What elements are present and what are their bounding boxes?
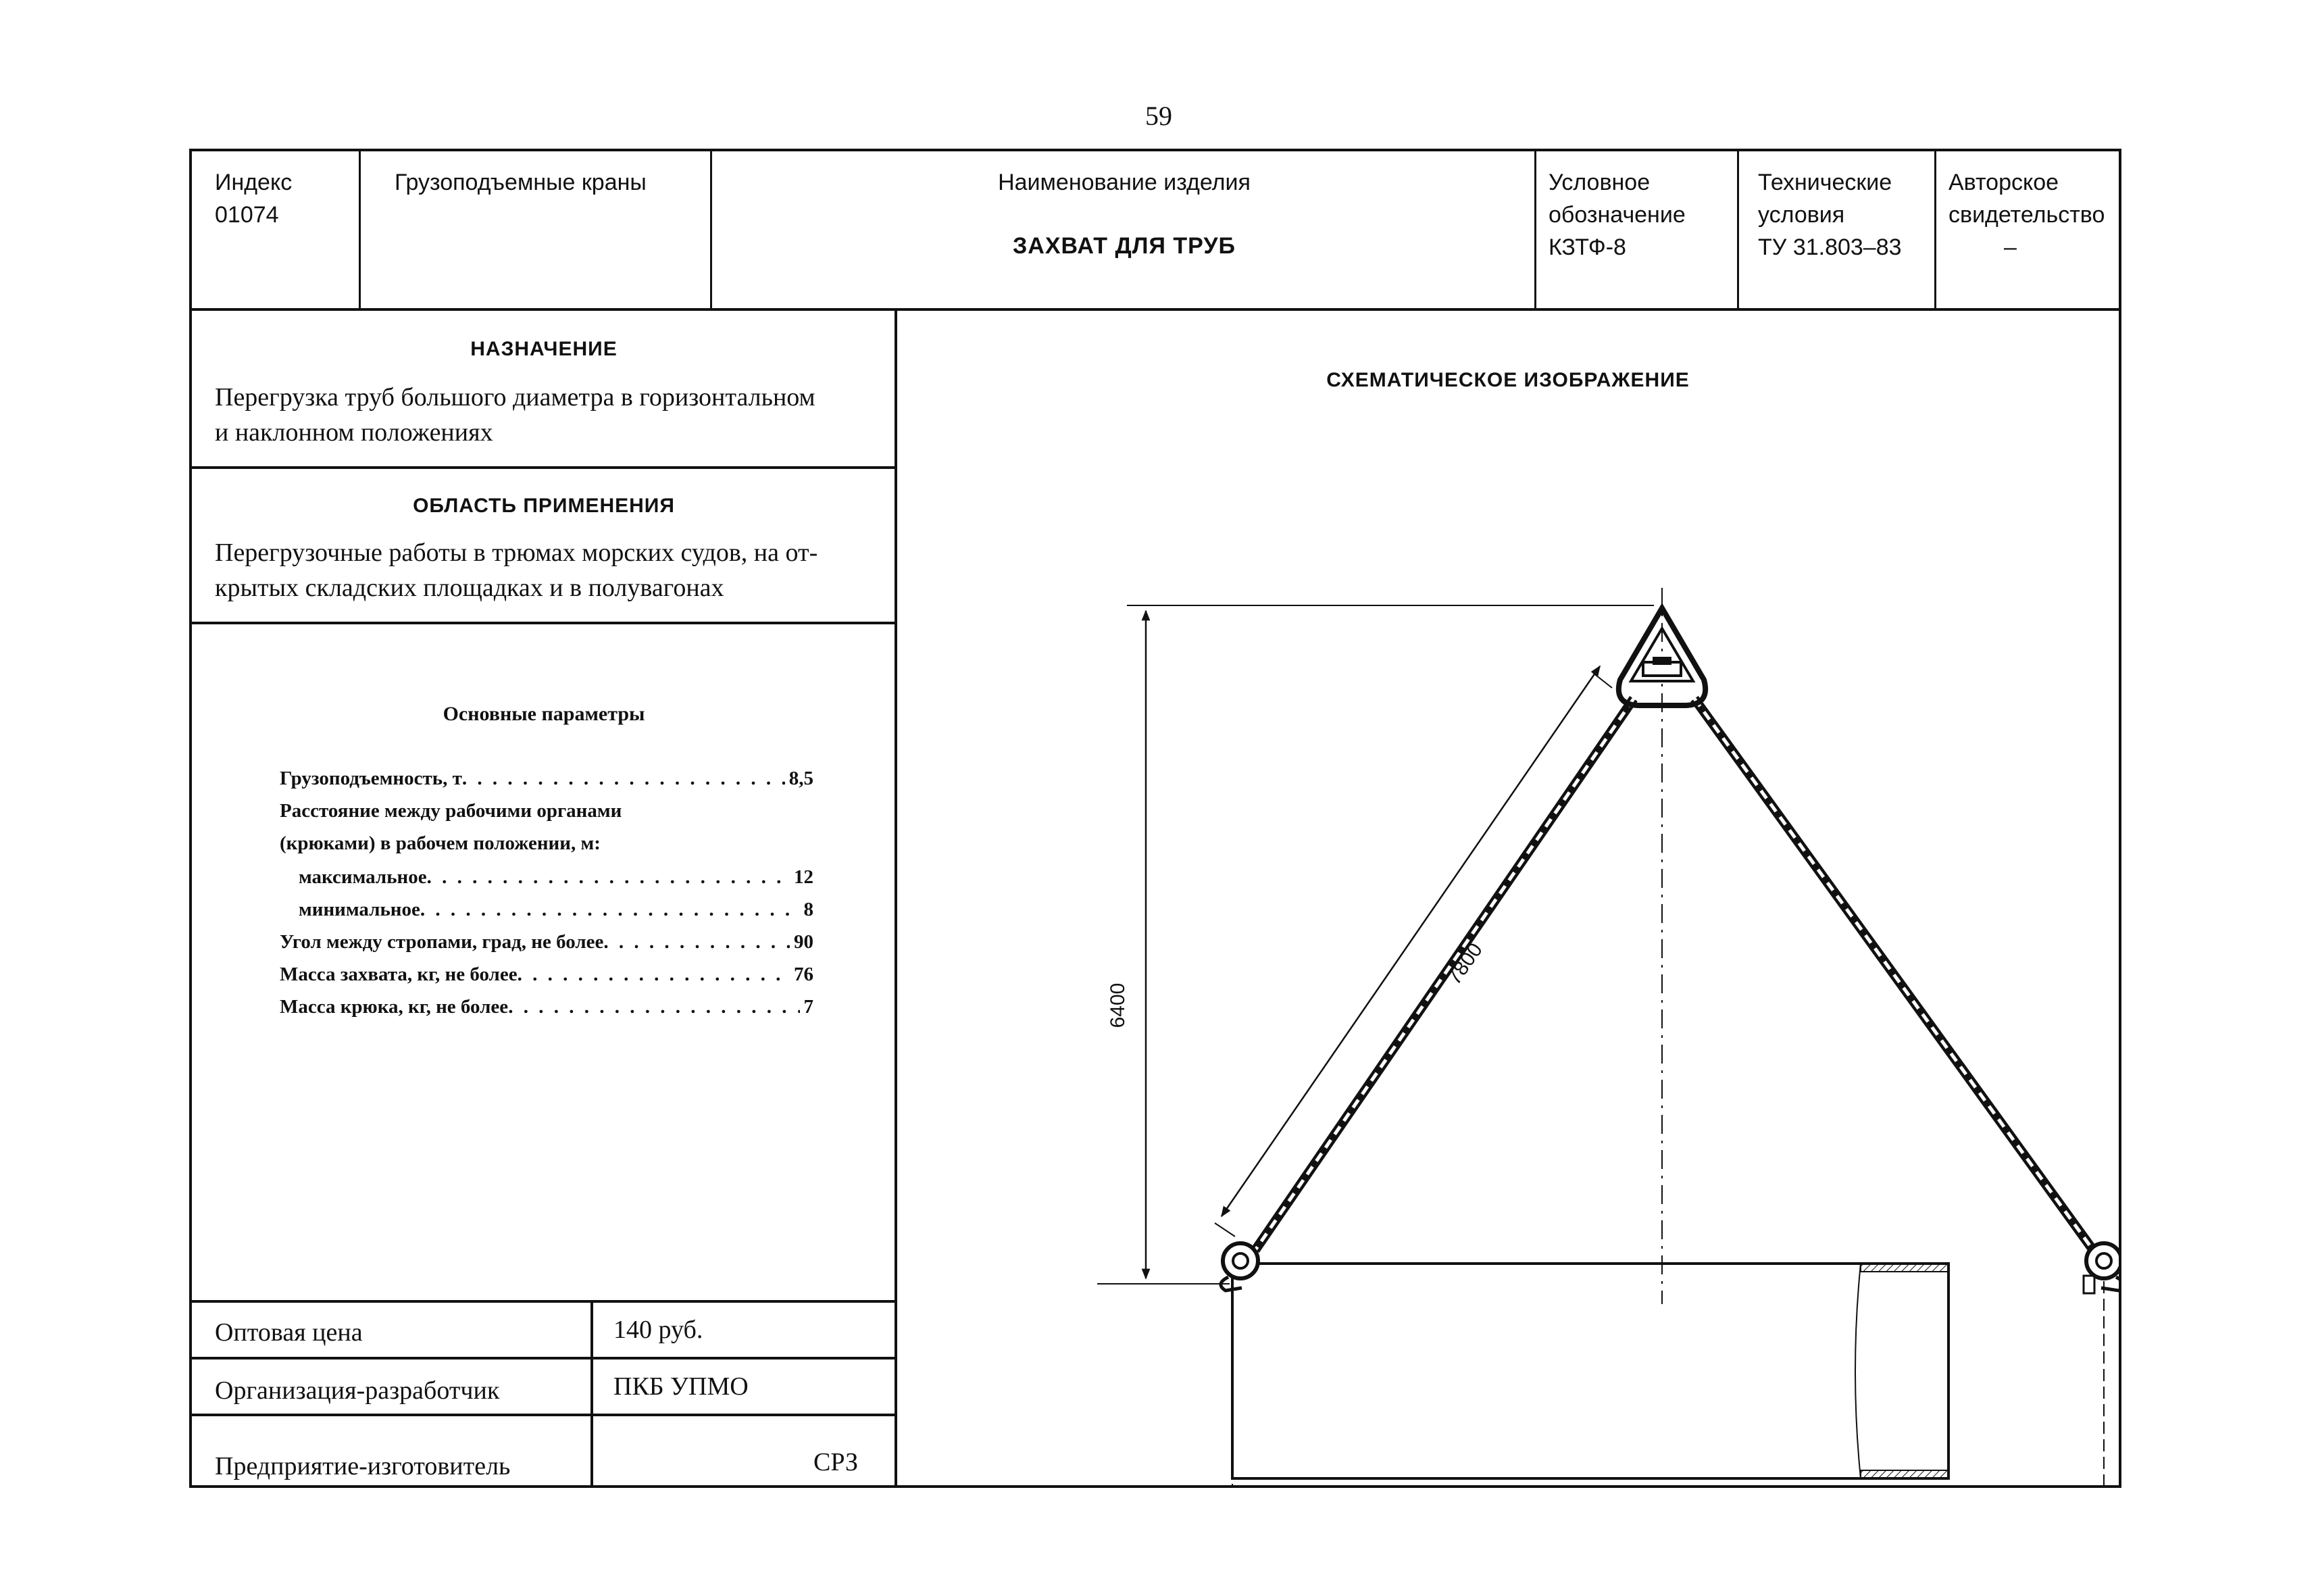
author-cert-value: – <box>2004 234 2017 260</box>
product-name-label: Наименование изделия <box>998 170 1251 195</box>
designation-label-2: обозначение <box>1549 202 1686 228</box>
datasheet <box>189 149 2121 1488</box>
pipe-grab-schematic <box>897 311 2119 1487</box>
purpose-title: НАЗНАЧЕНИЕ <box>470 338 618 360</box>
category-text: Грузоподъемные краны <box>395 170 647 195</box>
right-hook <box>2086 1243 2119 1278</box>
purpose-line-2: и наклонном положениях <box>215 418 493 447</box>
purpose-line-1: Перегрузка труб большого диаметра в горизонтальном <box>215 383 815 412</box>
tech-conditions-cell <box>1739 151 1936 309</box>
product-name: ЗАХВАТ ДЛЯ ТРУБ <box>1012 233 1236 259</box>
category-cell <box>361 151 712 309</box>
footer-column-divider <box>590 1300 593 1488</box>
param-row: минимальное . . . 8 <box>280 899 813 931</box>
developer-label: Организация-разработчик <box>215 1376 500 1405</box>
pipe-break-line <box>1855 1264 1861 1478</box>
page-number: 59 <box>1145 101 1172 131</box>
tech-conditions-label-2: условия <box>1758 202 1845 228</box>
pipe-wall-top <box>1861 1264 1948 1272</box>
designation-label-1: Условное <box>1549 170 1651 195</box>
pipe-wall-bottom <box>1861 1470 1948 1478</box>
manufacturer-label: Предприятие-изготовитель <box>215 1452 511 1480</box>
pipe-body <box>1232 1264 1948 1478</box>
footer-divider-bottom <box>192 1414 896 1416</box>
param-row: Грузоподъемность, т . . . 8,5 <box>280 768 813 800</box>
schematic-title: СХЕМАТИЧЕСКОЕ ИЗОБРАЖЕНИЕ <box>1326 369 1690 391</box>
manufacturer-value: СРЗ <box>813 1448 858 1476</box>
sling-dimension-line <box>1222 666 1600 1216</box>
application-title: ОБЛАСТЬ ПРИМЕНЕНИЯ <box>413 495 675 517</box>
author-cert-cell <box>1936 151 2119 309</box>
developer-value: ПКБ УПМО <box>613 1372 749 1401</box>
param-row: Масса захвата, кг, не более . . . 76 <box>280 964 813 996</box>
price-label: Оптовая цена <box>215 1318 363 1347</box>
index-label: Индекс <box>215 170 293 195</box>
author-cert-label-1: Авторское <box>1948 170 2059 195</box>
param-row: Угол между стропами, град, не более . . . 90 <box>280 931 813 964</box>
application-line-2: крытых складских площадках и в полувагонах <box>215 574 724 602</box>
purpose-divider <box>192 466 896 469</box>
product-name-cell <box>712 151 1536 309</box>
height-dimension-label: 6400 <box>1107 982 1129 1028</box>
designation-cell <box>1536 151 1739 309</box>
application-divider <box>192 622 896 624</box>
param-row: Расстояние между рабочими органами <box>280 800 622 822</box>
index-value: 01074 <box>215 202 279 228</box>
tech-conditions-label-1: Технические <box>1758 170 1892 195</box>
index-cell <box>192 151 361 309</box>
application-line-1: Перегрузочные работы в трюмах морских судов, на от- <box>215 539 818 567</box>
footer-divider-top <box>192 1300 896 1303</box>
param-row: Масса крюка, кг, не более . . . 7 <box>280 996 813 1028</box>
param-row: максимальное . . . 12 <box>280 866 813 899</box>
parameters-title: Основные параметры <box>443 703 645 725</box>
sling-dimension-label: 7800 <box>1442 939 1487 989</box>
designation-value: КЗТФ-8 <box>1549 234 1626 260</box>
price-value: 140 руб. <box>613 1316 703 1344</box>
author-cert-label-2: свидетельство <box>1948 202 2105 228</box>
tech-conditions-value: ТУ 31.803–83 <box>1758 234 1902 260</box>
footer-divider-mid <box>192 1357 896 1360</box>
param-row: (крюками) в рабочем положении, м: <box>280 832 601 854</box>
left-hook <box>1223 1243 1258 1278</box>
